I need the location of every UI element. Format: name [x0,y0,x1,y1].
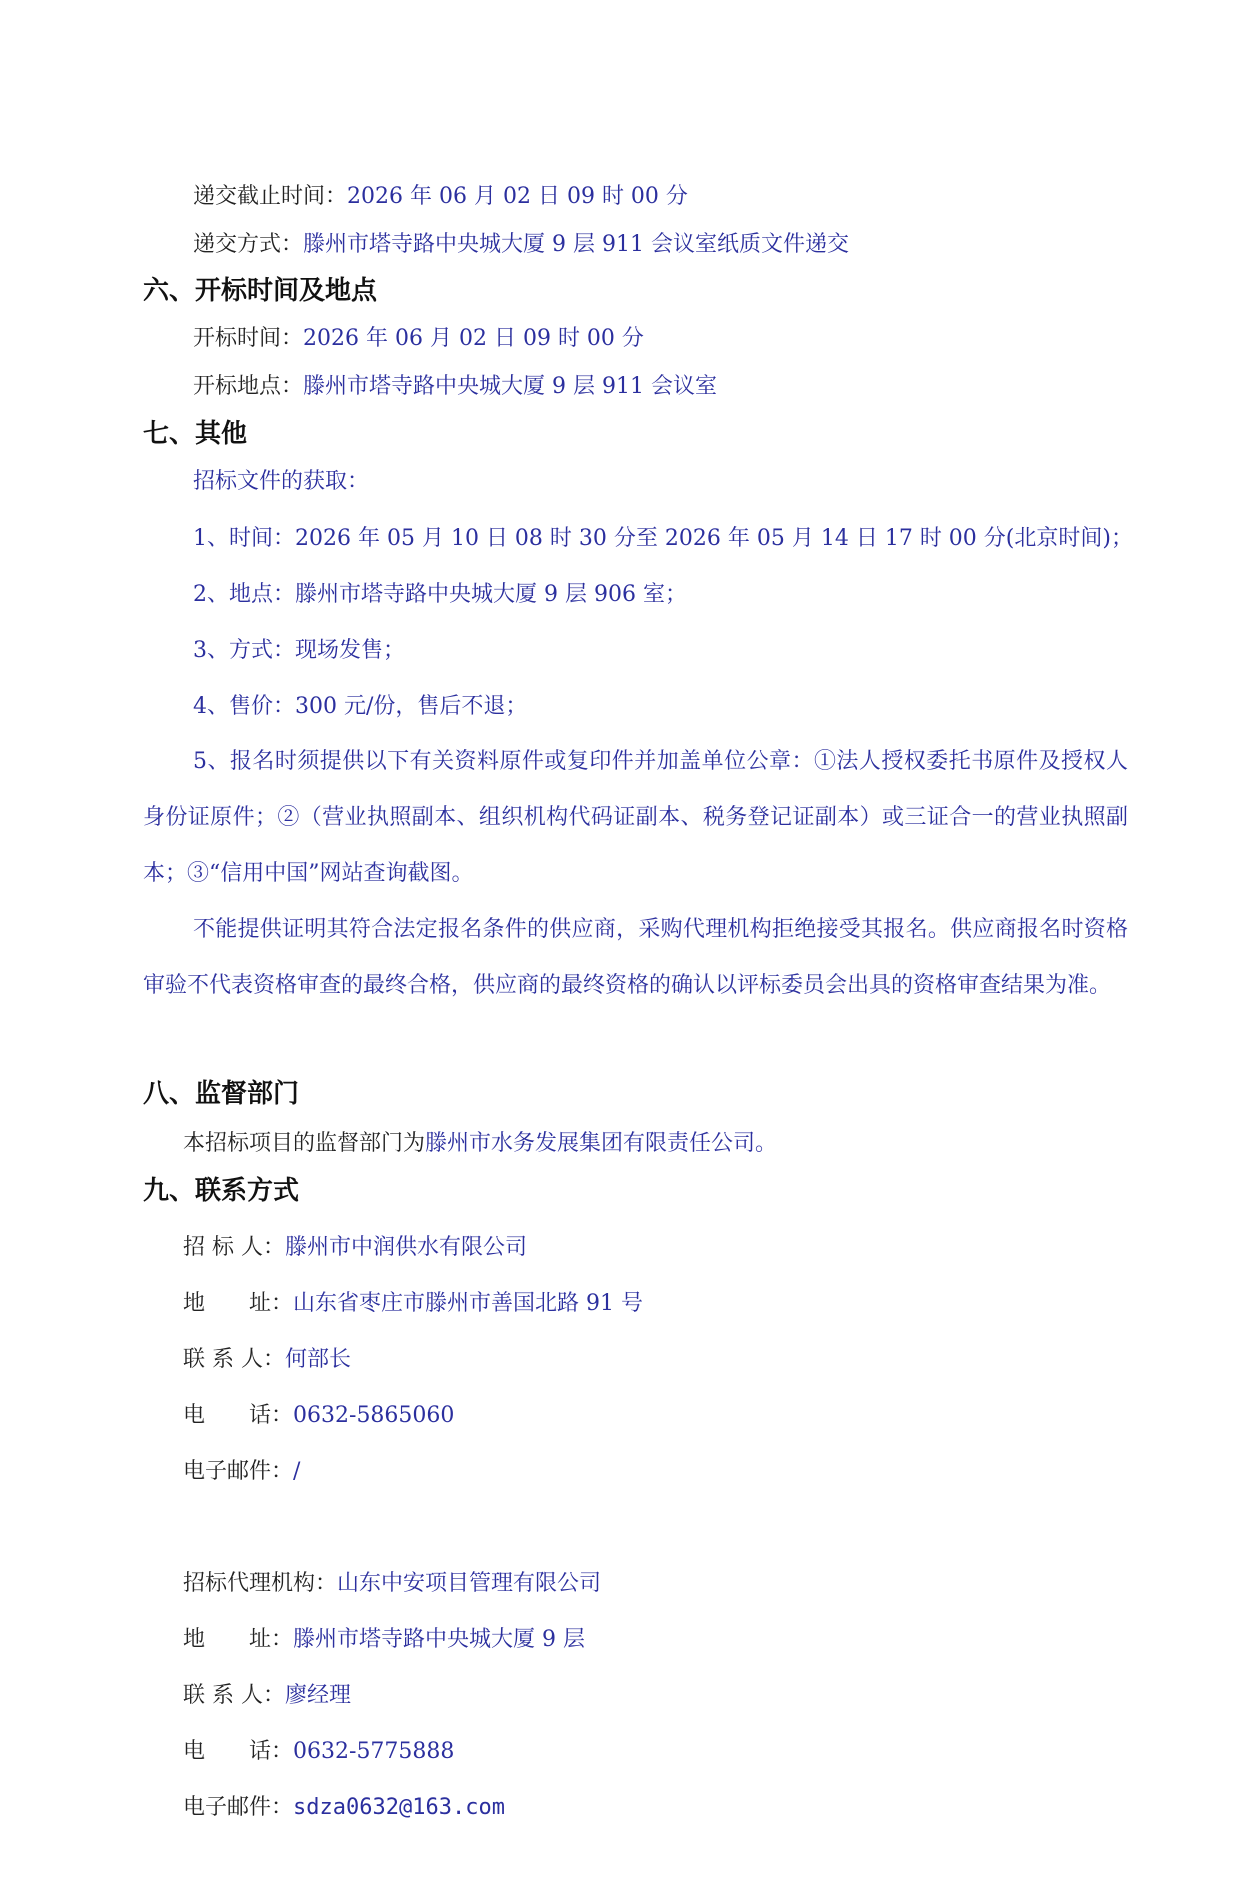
opening-time-row [193,324,644,354]
tender-docs-note: 不能提供证明其符合法定报名条件的供应商，采购代理机构拒绝接受其报名。供应商报名时资格审验不代表资格审查的最终合格，供应商的最终资格的确认以评标委员会出具的资格审查结果为准。 [143,917,1128,998]
tender-docs-intro: 招标文件的获取： [193,469,370,494]
tenderer-email-value: / [293,1459,301,1484]
agency-email-value: sdza0632@163.com [293,1795,505,1820]
agency-address-label: 地 址： [183,1627,294,1652]
agency-phone-label: 电 话： [183,1739,294,1764]
agency-address-value: 滕州市塔寺路中央城大厦 9 层 [293,1627,585,1652]
submission-method-label: 递交方式： [193,232,304,257]
tenderer-address-label: 地 址： [183,1291,294,1316]
agency-email-label: 电子邮件： [183,1795,294,1820]
agency-phone-row [183,1737,454,1767]
agency-email-row [183,1793,505,1823]
opening-place-row [193,372,717,402]
tenderer-phone-value: 0632-5865060 [293,1403,455,1428]
agency-name-label: 招标代理机构： [183,1571,338,1596]
tenderer-contact-label: 联 系 人： [183,1347,285,1372]
opening-place-value: 滕州市塔寺路中央城大厦 9 层 911 会议室 [303,374,717,399]
submission-method-value: 滕州市塔寺路中央城大厦 9 层 911 会议室纸质文件递交 [303,232,849,257]
supervision-prefix: 本招标项目的监督部门为 [183,1131,426,1156]
submission-deadline-row [193,182,688,212]
tenderer-address-value: 山东省枣庄市滕州市善国北路 91 号 [293,1291,643,1316]
agency-contact-value: 廖经理 [285,1683,352,1708]
section-7-heading: 七、其他 [143,419,248,449]
tender-docs-item-1: 1、时间：2026 年 05 月 10 日 08 时 30 分至 2026 年 05 月 14 日 17 时 00 分(北京时间)； [193,526,1133,551]
agency-contact-label: 联 系 人： [183,1683,285,1708]
submission-deadline-label: 递交截止时间： [193,184,348,209]
agency-name-row [183,1569,601,1599]
tenderer-phone-row [183,1401,454,1431]
tenderer-name-row [183,1233,527,1263]
agency-address-row [183,1625,585,1655]
tenderer-phone-label: 电 话： [183,1403,294,1428]
tenderer-contact-value: 何部长 [285,1347,352,1372]
tenderer-name-value: 滕州市中润供水有限公司 [285,1235,528,1260]
opening-place-label: 开标地点： [193,374,304,399]
tenderer-email-row [183,1457,300,1487]
supervision-department: 滕州市水务发展集团有限责任公司。 [425,1131,778,1156]
tenderer-email-label: 电子邮件： [183,1459,294,1484]
tender-docs-item-5: 5、报名时须提供以下有关资料原件或复印件并加盖单位公章：①法人授权委托书原件及授权人身份证原件；②（营业执照副本、组织机构代码证副本、税务登记证副本）或三证合一的营业执照副本；③“信用中国”网站查询截图。 [143,749,1128,886]
section-8-heading: 八、监督部门 [143,1079,300,1109]
tenderer-address-row [183,1289,643,1319]
section-6-heading: 六、开标时间及地点 [143,276,378,306]
tender-docs-item-4: 4、售价：300 元/份，售后不退； [193,694,528,719]
opening-time-value: 2026 年 06 月 02 日 09 时 00 分 [303,326,644,351]
submission-deadline-value: 2026 年 06 月 02 日 09 时 00 分 [347,184,688,209]
tenderer-contact-row [183,1345,351,1375]
agency-contact-row [183,1681,351,1711]
tender-docs-item-2: 2、地点：滕州市塔寺路中央城大厦 9 层 906 室； [193,582,687,607]
agency-name-value: 山东中安项目管理有限公司 [337,1571,602,1596]
agency-phone-value: 0632-5775888 [293,1739,455,1764]
tenderer-name-label: 招 标 人： [183,1235,285,1260]
opening-time-label: 开标时间： [193,326,304,351]
supervision-row [183,1129,777,1159]
submission-method-row [193,230,849,260]
tender-docs-item-3: 3、方式：现场发售； [193,638,405,663]
section-9-heading: 九、联系方式 [143,1176,300,1206]
